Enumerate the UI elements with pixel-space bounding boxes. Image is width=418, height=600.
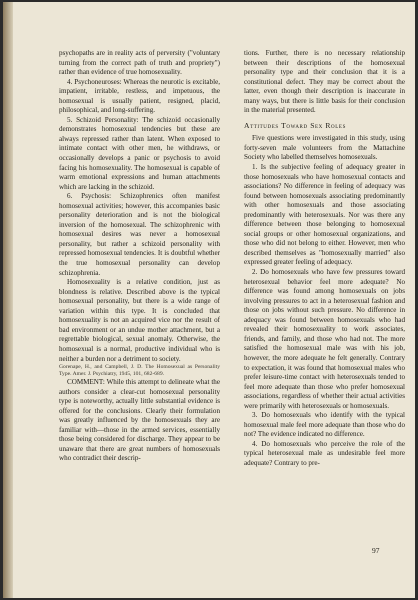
reference-citation: Gorenape, H., and Campbell, J. D. The Homosexual as Personality Type. Amer. J. Psychiatry, 1945, 101, 682-689. xyxy=(59,364,220,378)
right-column xyxy=(244,49,405,469)
book-spine-shadow xyxy=(3,2,13,598)
paragraph: 1. Is the subjective feeling of adequacy greater in those homosexuals who have homosexual contacts and associations? No difference in feeling of adequacy was found between homosexuals associating predominantly with other homosexuals and those associating predominantly with heterosexuals. Nor was there any difference between those belonging to homosexual social groups or other homosexual organizations, and those who did not belong to either. However, men who described themselves as "homosexually married" also expressed greater feeling of adequacy. xyxy=(244,163,405,267)
paragraph: 3. Do homosexuals who identify with the typical homosexual male feel more adequate than those who do not? The evidence indicated no difference. xyxy=(244,411,405,439)
paragraph: 2. Do homosexuals who have few pressures toward heterosexual behavior feel more adequate? No difference was found among homosexuals on jobs involving pressures to act in a heterosexual fashion and those on jobs without such pressure. No difference in adequacy was found between homosexuals who had revealed their homosexuality to work associates, friends, and family, and those who had not. The more satisfied the homosexual male was with his job, however, the more adequate he felt generally. Contrary to expectation, it was found that homosexual males who prefer leisure-time contact with heterosexuals tended to feel more adequate than those who prefer homosexual associations, regardless of whether their actual activities were primarily with heterosexuals or homosexuals. xyxy=(244,268,405,410)
comment-paragraph: COMMENT: While this attempt to delineate what the authors consider a clear-cut homosexual personality type is noteworthy, actually little substantial evidence is offered for the conclusions. Clearly their formulation was greatly influenced by the homosexuals they are familiar with—those in the armed services, essentially those being considered for discharge. They appear to be unaware that there are great numbers of homosexuals who contradict their descrip- xyxy=(59,378,220,463)
page-number: 97 xyxy=(372,546,380,555)
paragraph: psychopaths are in reality acts of perversity ("voluntary turning from the correct path of truth and propriety") rather than evidence of true homosexuality. xyxy=(59,49,220,77)
paragraph: tions. Further, there is no necessary relationship between their descriptions of the homosexual personality type and their conclusion that it is a constitutional defect. They may be correct about the latter, even though their description is inaccurate in many ways, but there is little basis for their conclusion in the material presented. xyxy=(244,49,405,115)
paragraph: Homosexuality is a relative condition, just as blondness is relative. Described above is the typical homosexual personality, but there is a wide range of variation within this type. It is concluded that homosexuality is not an acquired vice nor the result of bad environment or an undue mother attachment, but a regrettable biological, sexual anomaly. Otherwise, the homosexual is a normal, productive individual who is neither a burden nor a detriment to society. xyxy=(59,278,220,363)
paragraph: 4. Do homosexuals who perceive the role of the typical heterosexual male as undesirable feel more adequate? Contrary to pre- xyxy=(244,439,405,467)
paragraph: Five questions were investigated in this study, using forty-seven male volunteers from the Mattachine Society who labelled themselves homosexuals. xyxy=(244,134,405,162)
left-column xyxy=(59,49,220,464)
section-heading-text: Attitudes Toward Sex Roles xyxy=(244,120,346,130)
book-page xyxy=(3,2,415,598)
paragraph: 5. Schizoid Personality: The schizoid occasionally demonstrates homosexual tendencies but these are always repressed rather than latent. When exposed to intimate contact with other men, he withdraws, or occasionally develops a panic or psychosis to avoid facing his homosexuality. The homosexual is capable of warm emotional expressions and human attachments which are lacking in the schizoid. xyxy=(59,115,220,191)
section-heading xyxy=(244,121,405,131)
paragraph: 4. Psychoneuroses: Whereas the neurotic is excitable, impatient, irritable, restless, and impetuous, the homosexual is usually patient, resigned, placid, philosophical, and long-suffering. xyxy=(59,77,220,115)
paragraph: 6. Psychosis: Schizophrenics often manifest homosexual activities; however, this accompanies basic personality deterioration and is not the biological inversion of the homosexual. The schizophrenic with homosexual desires was never a homosexual personality, but rather a schizoid personality with repressed homosexual tendencies. It is doubtful whether the true homosexual personality can develop schizophrenia. xyxy=(59,192,220,277)
